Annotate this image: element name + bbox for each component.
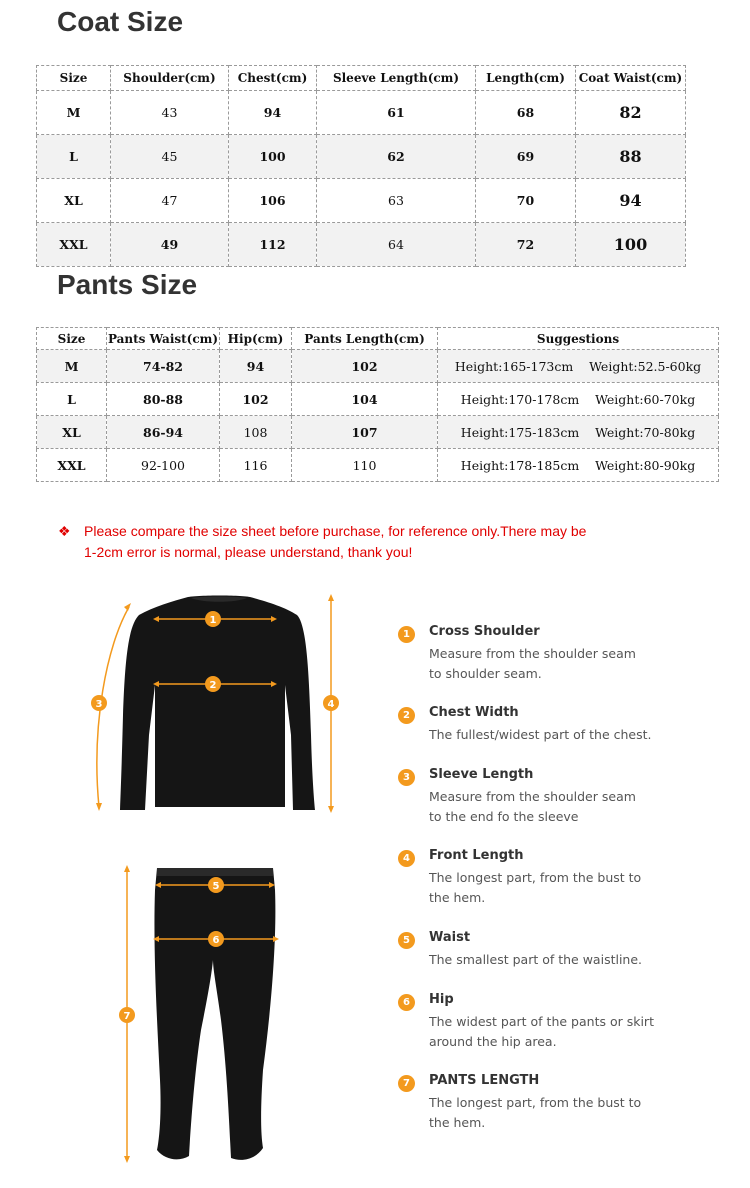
suggestion-cell: Height:165-173cm Weight:52.5-60kg xyxy=(438,350,719,383)
table-cell: 72 xyxy=(476,223,576,267)
table-cell: 100 xyxy=(576,223,686,267)
number-badge-icon: 5 xyxy=(398,932,415,949)
pants-silhouette-icon xyxy=(154,868,275,1160)
shirt-diagram xyxy=(85,585,360,825)
table-row xyxy=(37,383,719,416)
table-cell: 86-94 xyxy=(107,416,220,449)
note-line-2: 1-2cm error is normal, please understand, thank you! xyxy=(84,544,413,560)
marker-3-icon xyxy=(91,695,107,711)
table-cell: 112 xyxy=(229,223,317,267)
table-cell: 43 xyxy=(111,91,229,135)
table-cell: 70 xyxy=(476,179,576,223)
legend-title: Front Length xyxy=(429,848,524,863)
table-cell: 74-82 xyxy=(107,350,220,383)
table-cell: 94 xyxy=(220,350,292,383)
svg-text:7: 7 xyxy=(123,1011,131,1022)
table-cell: 107 xyxy=(292,416,438,449)
table-cell: 102 xyxy=(292,350,438,383)
svg-text:6: 6 xyxy=(212,935,220,946)
number-badge-icon: 4 xyxy=(398,850,415,867)
pants-header-row xyxy=(37,328,719,350)
marker-4-icon xyxy=(323,695,339,711)
pants-size-title: Pants Size xyxy=(57,269,198,300)
coat-header-row xyxy=(37,66,686,91)
legend-description: Measure from the shoulder seam to the end fo the sleeve xyxy=(429,789,636,824)
number-badge-icon: 1 xyxy=(398,626,415,643)
size-cell: L xyxy=(37,135,111,179)
table-cell: 61 xyxy=(317,91,476,135)
pants-header-cell: Hip(cm) xyxy=(220,328,292,350)
table-cell: 94 xyxy=(576,179,686,223)
legend-title: PANTS LENGTH xyxy=(429,1073,540,1088)
table-cell: 94 xyxy=(229,91,317,135)
pants-header-cell: Size xyxy=(37,328,107,350)
table-cell: 64 xyxy=(317,223,476,267)
legend-description: The longest part, from the bust to the hem. xyxy=(429,870,642,905)
size-cell: XXL xyxy=(37,449,107,482)
table-row xyxy=(37,135,686,179)
table-row xyxy=(37,449,719,482)
table-cell: 104 xyxy=(292,383,438,416)
coat-header-cell: Sleeve Length(cm) xyxy=(317,66,476,91)
pants-header-cell: Suggestions xyxy=(438,328,719,350)
size-cell: XXL xyxy=(37,223,111,267)
coat-header-cell: Coat Waist(cm) xyxy=(576,66,686,91)
suggestion-cell: Height:175-183cm Weight:70-80kg xyxy=(438,416,719,449)
table-row xyxy=(37,91,686,135)
svg-text:4: 4 xyxy=(327,699,335,710)
size-cell: L xyxy=(37,383,107,416)
table-row xyxy=(37,179,686,223)
size-cell: XL xyxy=(37,416,107,449)
table-cell: 82 xyxy=(576,91,686,135)
table-cell: 100 xyxy=(229,135,317,179)
marker-2-icon xyxy=(205,676,221,692)
size-cell: M xyxy=(37,91,111,135)
svg-text:2: 2 xyxy=(209,680,217,691)
suggestion-cell: Height:178-185cm Weight:80-90kg xyxy=(438,449,719,482)
table-cell: 45 xyxy=(111,135,229,179)
legend-title: Waist xyxy=(429,930,471,945)
table-cell: 106 xyxy=(229,179,317,223)
coat-header-cell: Shoulder(cm) xyxy=(111,66,229,91)
legend-description: The fullest/widest part of the chest. xyxy=(429,727,652,742)
table-cell: 88 xyxy=(576,135,686,179)
number-badge-icon: 6 xyxy=(398,994,415,1011)
coat-header-cell: Size xyxy=(37,66,111,91)
legend-description: Measure from the shoulder seam to shoulder seam. xyxy=(429,646,636,681)
legend-description: The smallest part of the waistline. xyxy=(429,952,643,967)
marker-5-icon xyxy=(208,877,224,893)
coat-header-cell: Length(cm) xyxy=(476,66,576,91)
svg-text:5: 5 xyxy=(212,881,220,892)
note-line-1: Please compare the size sheet before purchase, for reference only.There may be xyxy=(84,523,587,539)
size-cell: M xyxy=(37,350,107,383)
table-cell: 49 xyxy=(111,223,229,267)
table-row xyxy=(37,350,719,383)
marker-6-icon xyxy=(208,931,224,947)
table-cell: 108 xyxy=(220,416,292,449)
table-row xyxy=(37,223,686,267)
legend-description: The longest part, from the bust to the hem. xyxy=(429,1095,642,1130)
pants-diagram xyxy=(105,860,305,1170)
table-row xyxy=(37,416,719,449)
table-cell: 68 xyxy=(476,91,576,135)
table-cell: 62 xyxy=(317,135,476,179)
table-cell: 92-100 xyxy=(107,449,220,482)
table-cell: 69 xyxy=(476,135,576,179)
svg-text:3: 3 xyxy=(95,699,103,710)
pants-header-cell: Pants Waist(cm) xyxy=(107,328,220,350)
number-badge-icon: 3 xyxy=(398,769,415,786)
table-cell: 102 xyxy=(220,383,292,416)
table-cell: 110 xyxy=(292,449,438,482)
coat-size-table xyxy=(36,65,686,267)
legend-title: Sleeve Length xyxy=(429,767,534,782)
size-note xyxy=(58,521,586,563)
coat-size-title: Coat Size xyxy=(57,6,184,37)
shirt-silhouette-icon xyxy=(120,596,315,811)
number-badge-icon: 7 xyxy=(398,1075,415,1092)
number-badge-icon: 2 xyxy=(398,707,415,724)
suggestion-cell: Height:170-178cm Weight:60-70kg xyxy=(438,383,719,416)
table-cell: 80-88 xyxy=(107,383,220,416)
legend-description: The widest part of the pants or skirt around the hip area. xyxy=(429,1014,654,1049)
diamond-bullet-icon: ❖ xyxy=(58,523,71,539)
pants-header-cell: Pants Length(cm) xyxy=(292,328,438,350)
legend-title: Chest Width xyxy=(429,705,519,720)
coat-header-cell: Chest(cm) xyxy=(229,66,317,91)
table-cell: 47 xyxy=(111,179,229,223)
size-cell: XL xyxy=(37,179,111,223)
table-cell: 63 xyxy=(317,179,476,223)
marker-7-icon xyxy=(119,1007,135,1023)
legend-title: Cross Shoulder xyxy=(429,624,540,639)
table-cell: 116 xyxy=(220,449,292,482)
svg-text:1: 1 xyxy=(209,615,217,626)
legend-title: Hip xyxy=(429,992,454,1007)
pants-size-table xyxy=(36,327,719,482)
marker-1-icon xyxy=(205,611,221,627)
